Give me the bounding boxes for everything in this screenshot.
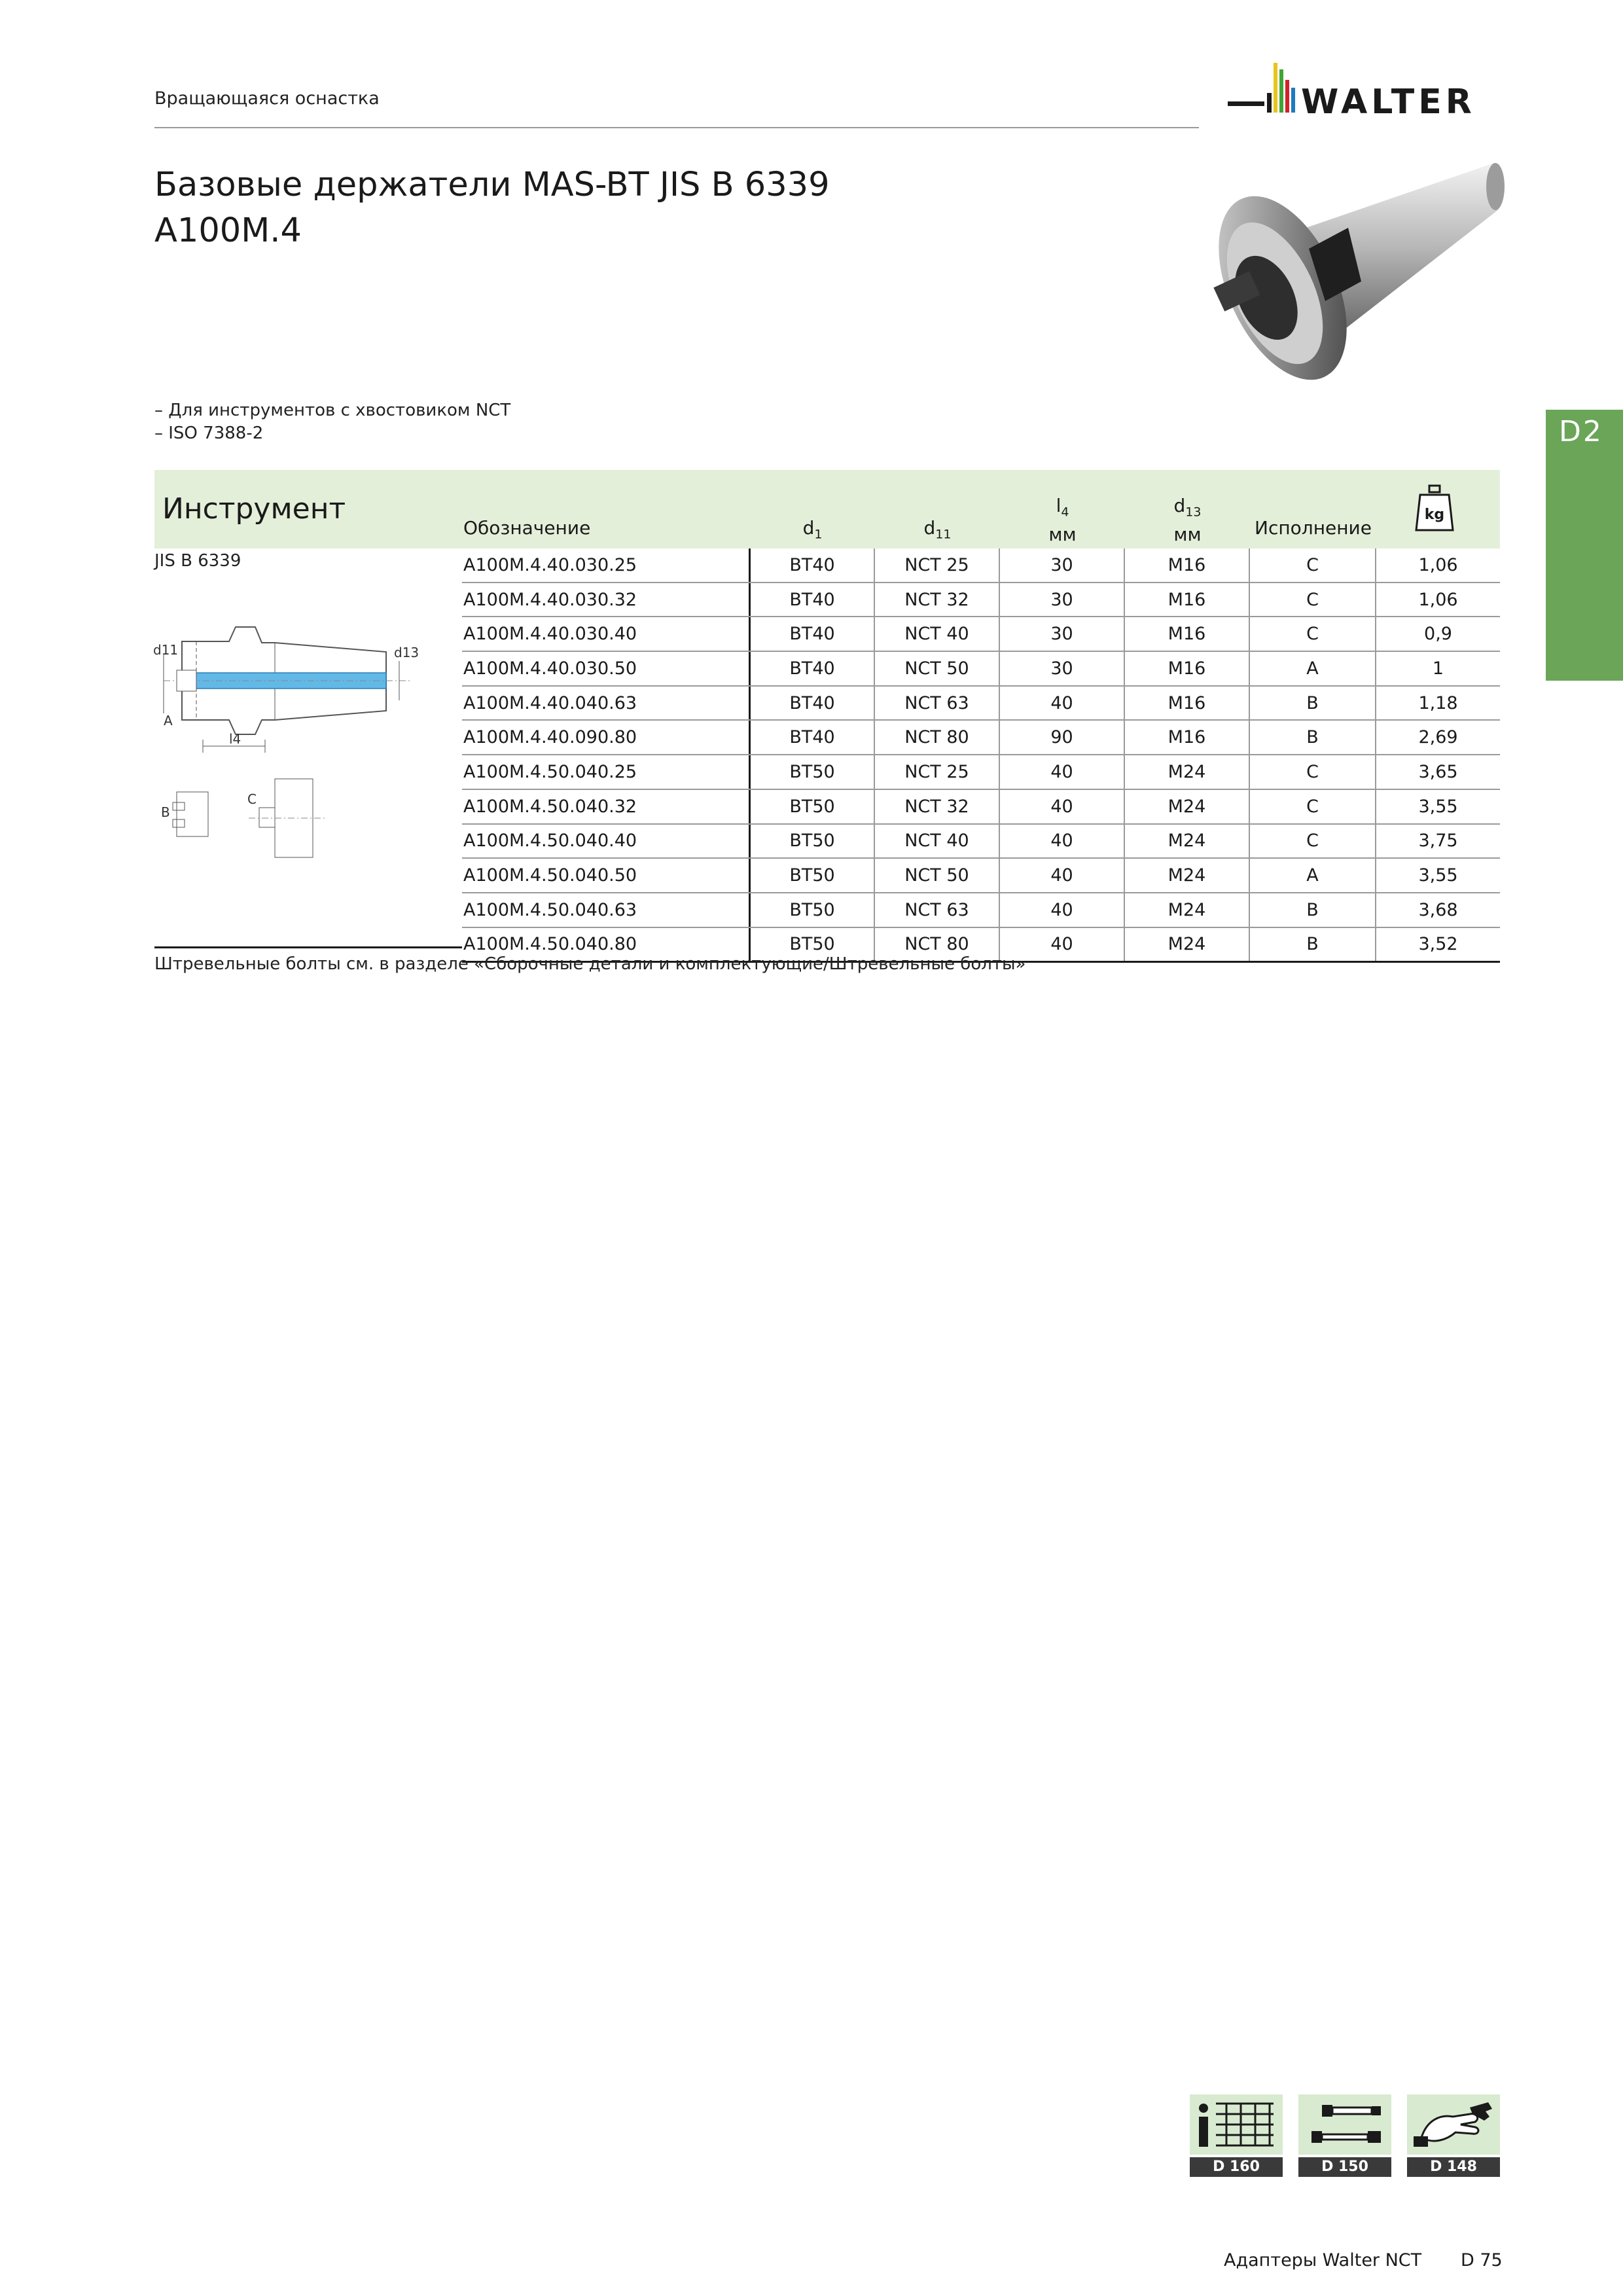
cell-execution: C	[1249, 755, 1375, 789]
technical-drawing	[151, 583, 425, 884]
table-row[interactable]	[462, 790, 1500, 825]
table-row[interactable]	[462, 652, 1500, 687]
table-row[interactable]	[462, 687, 1500, 721]
svg-text:WALTER: WALTER	[1301, 82, 1476, 122]
cell-d11: NCT 50	[874, 859, 999, 892]
page-title	[154, 162, 830, 254]
reference-label: D 160	[1190, 2157, 1283, 2177]
walter-logo	[1228, 60, 1503, 132]
section-label: Вращающаяся оснастка	[154, 88, 380, 109]
cell-designation: A100M.4.50.040.50	[463, 865, 637, 886]
cell-designation: A100M.4.40.030.25	[463, 554, 637, 575]
cell-designation: A100M.4.50.040.80	[463, 934, 637, 955]
cell-l4: 40	[999, 893, 1124, 927]
cell-designation: A100M.4.50.040.32	[463, 796, 637, 817]
chapter-tab[interactable]	[1546, 410, 1623, 681]
col-header-designation: Обозначение	[463, 517, 591, 539]
feature-item: – Для инструментов с хвостовиком NCT	[154, 401, 511, 420]
cell-execution: C	[1249, 790, 1375, 823]
cell-d11: NCT 25	[874, 755, 999, 789]
cell-designation: A100M.4.40.030.50	[463, 658, 637, 679]
bolt-icon	[1298, 2094, 1391, 2155]
svg-text:A: A	[164, 713, 173, 728]
table-section-title: Инструмент	[162, 492, 346, 526]
cell-weight: 0,9	[1375, 617, 1500, 651]
cell-d1: BT40	[749, 617, 874, 651]
table-row[interactable]	[462, 617, 1500, 652]
cell-d1: BT50	[749, 928, 874, 961]
cell-weight: 1,06	[1375, 548, 1500, 582]
table-row[interactable]	[462, 548, 1500, 583]
table-row[interactable]	[462, 893, 1500, 928]
cell-designation: A100M.4.40.090.80	[463, 727, 637, 748]
svg-text:B: B	[161, 804, 170, 820]
product-photo	[1204, 151, 1512, 406]
cell-l4: 30	[999, 548, 1124, 582]
cell-d1: BT50	[749, 825, 874, 858]
cell-execution: C	[1249, 548, 1375, 582]
cell-designation: A100M.4.50.040.63	[463, 899, 637, 920]
reference-d160[interactable]	[1190, 2094, 1283, 2177]
cell-weight: 1	[1375, 652, 1500, 685]
cell-weight: 3,52	[1375, 928, 1500, 961]
cell-weight: 3,68	[1375, 893, 1500, 927]
cell-d1: BT40	[749, 652, 874, 685]
feature-item: – ISO 7388-2	[154, 423, 264, 443]
col-header-execution: Исполнение	[1255, 517, 1372, 539]
table-bottom-rule-left	[154, 946, 462, 948]
cell-d13: M24	[1124, 859, 1249, 892]
cell-d13: M24	[1124, 790, 1249, 823]
cell-d13: M24	[1124, 928, 1249, 961]
tool-table	[462, 548, 1500, 963]
cell-execution: A	[1249, 859, 1375, 892]
cell-execution: C	[1249, 583, 1375, 617]
cell-l4: 40	[999, 859, 1124, 892]
cell-d1: BT40	[749, 548, 874, 582]
cell-designation: A100M.4.50.040.40	[463, 831, 637, 852]
cell-execution: A	[1249, 652, 1375, 685]
cell-d1: BT40	[749, 687, 874, 720]
reference-label: D 148	[1407, 2157, 1500, 2177]
cell-l4: 30	[999, 652, 1124, 685]
col-header-d1: $d_1$	[802, 517, 823, 542]
cell-d13: M16	[1124, 548, 1249, 582]
cell-d11: NCT 63	[874, 687, 999, 720]
feature-list	[154, 399, 510, 445]
cell-weight: 3,65	[1375, 755, 1500, 789]
cell-weight: 2,69	[1375, 721, 1500, 754]
cell-d1: BT40	[749, 721, 874, 754]
cell-d13: M16	[1124, 687, 1249, 720]
cell-d13: M16	[1124, 583, 1249, 617]
cell-l4: 40	[999, 755, 1124, 789]
standard-label: JIS B 6339	[154, 551, 241, 571]
hand-wrench-icon	[1407, 2094, 1500, 2155]
info-table-icon	[1190, 2094, 1283, 2155]
footnote: Штревельные болты см. в разделе «Сборочные детали и комплектующие/Штревельные болты»	[154, 954, 1026, 974]
cell-designation: A100M.4.50.040.25	[463, 761, 637, 782]
cell-d11: NCT 40	[874, 617, 999, 651]
reference-d148[interactable]	[1407, 2094, 1500, 2177]
footer-chapter-title: Адаптеры Walter NCT	[1224, 2250, 1422, 2270]
weight-icon	[1415, 483, 1454, 533]
cell-weight: 3,75	[1375, 825, 1500, 858]
cell-d1: BT40	[749, 583, 874, 617]
cell-d11: NCT 40	[874, 825, 999, 858]
reference-label: D 150	[1298, 2157, 1391, 2177]
cell-d1: BT50	[749, 790, 874, 823]
table-row[interactable]	[462, 859, 1500, 893]
cell-d11: NCT 80	[874, 721, 999, 754]
cell-execution: B	[1249, 928, 1375, 961]
svg-text:l4: l4	[229, 731, 241, 747]
svg-text:kg: kg	[1424, 507, 1445, 523]
cell-d11: NCT 80	[874, 928, 999, 961]
svg-text:C: C	[247, 791, 257, 807]
page-number: D 75	[1461, 2250, 1503, 2270]
table-row[interactable]	[462, 583, 1500, 618]
cell-l4: 40	[999, 825, 1124, 858]
col-header-d11: $d_{11}$	[923, 517, 952, 542]
cell-weight: 3,55	[1375, 790, 1500, 823]
cell-designation: A100M.4.40.040.63	[463, 692, 637, 713]
cell-weight: 1,18	[1375, 687, 1500, 720]
table-row[interactable]	[462, 721, 1500, 755]
cell-designation: A100M.4.40.030.32	[463, 589, 637, 610]
cell-l4: 30	[999, 583, 1124, 617]
cell-d13: M24	[1124, 825, 1249, 858]
cell-execution: B	[1249, 687, 1375, 720]
cell-d13: M16	[1124, 721, 1249, 754]
cell-execution: C	[1249, 617, 1375, 651]
cell-l4: 40	[999, 928, 1124, 961]
cell-l4: 90	[999, 721, 1124, 754]
col-header-d13: $d_{13}$ мм	[1173, 495, 1202, 545]
cell-d13: M24	[1124, 755, 1249, 789]
title-line-2: A100M.4	[154, 211, 302, 250]
col-header-l4: $l_4$ мм	[1048, 495, 1077, 545]
cell-weight: 3,55	[1375, 859, 1500, 892]
chapter-tab-label: D2	[1559, 415, 1603, 448]
cell-weight: 1,06	[1375, 583, 1500, 617]
cell-d11: NCT 63	[874, 893, 999, 927]
title-line-1: Базовые держатели MAS-BT JIS B 6339	[154, 166, 830, 204]
table-row[interactable]	[462, 755, 1500, 790]
cell-l4: 30	[999, 617, 1124, 651]
cell-execution: B	[1249, 721, 1375, 754]
header-divider	[154, 127, 1199, 128]
cell-l4: 40	[999, 790, 1124, 823]
cell-designation: A100M.4.40.030.40	[463, 624, 637, 645]
cell-l4: 40	[999, 687, 1124, 720]
cell-d11: NCT 25	[874, 548, 999, 582]
cell-d11: NCT 32	[874, 583, 999, 617]
cell-d11: NCT 32	[874, 790, 999, 823]
cell-d1: BT50	[749, 859, 874, 892]
svg-text:d11: d11	[153, 642, 179, 658]
cell-execution: B	[1249, 893, 1375, 927]
cell-d11: NCT 50	[874, 652, 999, 685]
cell-d13: M16	[1124, 617, 1249, 651]
cell-d13: M24	[1124, 893, 1249, 927]
cell-d1: BT50	[749, 893, 874, 927]
cell-d1: BT50	[749, 755, 874, 789]
cell-execution: C	[1249, 825, 1375, 858]
table-row[interactable]	[462, 825, 1500, 859]
cell-d13: M16	[1124, 652, 1249, 685]
reference-d150[interactable]	[1298, 2094, 1391, 2177]
svg-text:d13: d13	[394, 645, 419, 660]
